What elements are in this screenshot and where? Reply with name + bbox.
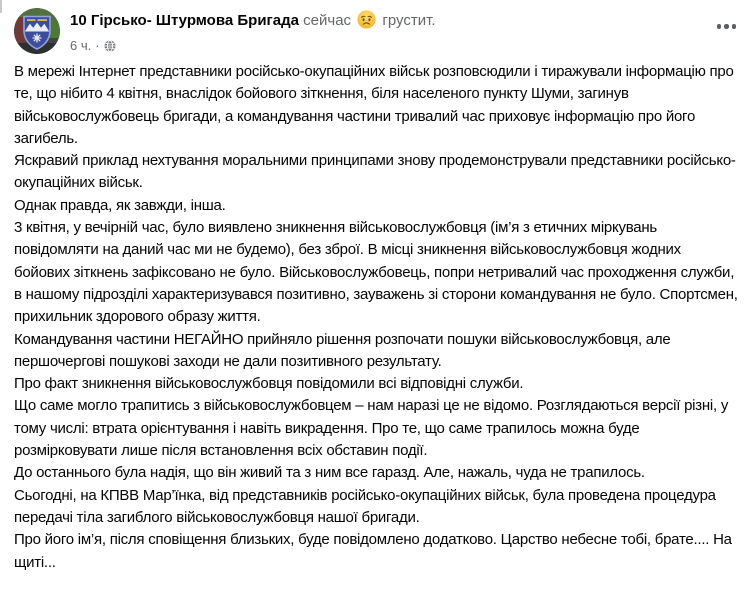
post-paragraph: До останнього була надія, що він живий та з ним все гаразд. Але, нажаль, чуда не трапилось.	[14, 464, 645, 482]
post-paragraph: Яскравий приклад нехтування моральними принципами знову продемонстрували представники російсько-окупаційних військ.	[14, 152, 736, 192]
avatar[interactable]	[14, 8, 60, 54]
feeling-prefix: сейчас	[303, 12, 352, 29]
meta-separator: ·	[95, 38, 100, 53]
meta-line	[70, 37, 436, 54]
post-header	[0, 0, 752, 54]
timestamp[interactable]: 6 ч.	[70, 38, 92, 53]
post-paragraph: Про факт зникнення військовослужбовця повідомили всі відповідні служби.	[14, 375, 524, 393]
post-paragraph: 3 квітня, у вечірній час, було виявлено зникнення військовослужбовця (ім’я з етичних міркувань повідомляти на даний час ми не будемо), без зброї. В місці зникнення військовослужбовця жодних бойових зіткнень зафіксовано не було. Військовослужбовець, попри нетривалий час проходження служби, в нашому підрозділі характеризувався позитивно, зауважень зі сторони командування не було. Спортсмен, прихильник здорового образу життя.	[14, 219, 738, 326]
sad-face-emoji-icon	[357, 10, 376, 35]
feeling-suffix: грустит.	[382, 12, 436, 29]
post-paragraph: В мережі Інтернет представники російсько-окупаційних військ розповсюдили і тиражували інформацію про те, що нібито 4 квітня, внаслідок бойового зіткнення, біля населеного пункту Шуми, загинув військовослужбовець бригади, а командування частини тривалий час приховує інформацію про його загибель.	[14, 63, 734, 147]
header-info	[70, 8, 436, 54]
post-paragraph: Що саме могло трапитись з військовослужбовцем – нам наразі це не відомо. Розглядаються версії різні, у тому числі: втрата орієнтування і навіть викрадення. Про те, що саме трапилось можна буде розмірковувати лише після встановлення всіх обставин події.	[14, 397, 729, 460]
post-paragraph: Командування частини НЕГАЙНО прийняло рішення розпочати пошуки військовослужбовця, але першочергові пошукові заходи не дали позитивного результату.	[14, 330, 671, 370]
post-text	[0, 54, 752, 574]
post-paragraph: Сьогодні, на КПВВ Мар’їнка, від представників російсько-окупаційних військ, була проведена процедура передачі тіла загиблого військовослужбовця нашої бригади.	[14, 486, 716, 526]
post-paragraph: Однак правда, як завжди, інша.	[14, 196, 226, 214]
page-name-link[interactable]: 10 Гірсько- Штурмова Бригада	[70, 12, 299, 29]
more-options-button[interactable]	[715, 18, 739, 35]
name-line	[70, 10, 436, 35]
post-paragraph: Про його ім’я, після сповіщення близьких, буде повідомлено додатково. Царство небесне тобі, брате.... На щиті...	[14, 531, 732, 571]
more-options-icon	[724, 24, 729, 29]
more-options-icon	[717, 24, 722, 29]
more-options-icon	[732, 24, 737, 29]
public-globe-icon	[104, 40, 116, 52]
brigade-emblem-icon	[14, 8, 60, 54]
